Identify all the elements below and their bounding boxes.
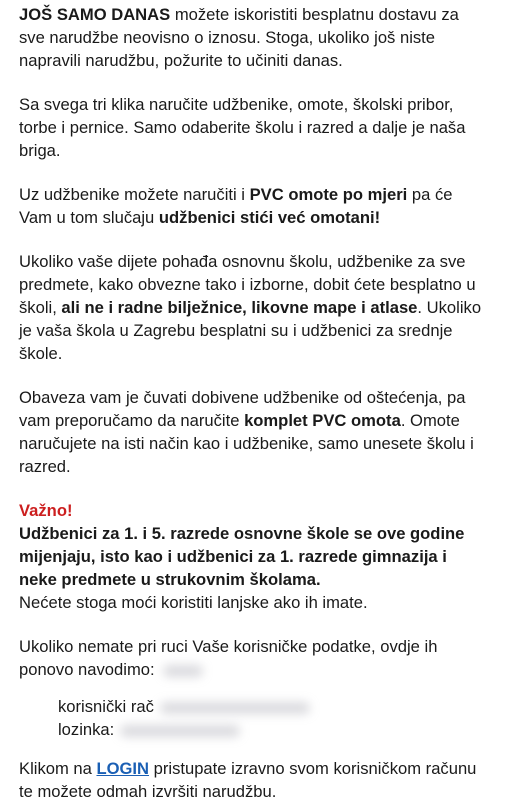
free-delivery-paragraph	[19, 3, 488, 72]
important-bold-text: Udžbenici za 1. i 5. razrede osnovne škole se ove godine mijenjaju, isto kao i udžbenici za 1. razrede gimnazija i neke predmete u strukovnim školama.	[19, 524, 465, 589]
promo-highlight: JOŠ SAMO DANAS	[19, 5, 171, 24]
cover-kit-highlight: komplet PVC omota	[244, 411, 401, 430]
free-textbooks-text-1: Ukoliko vaše dijete pohađa osnovnu školu, udžbenike za sve predmete, kako obvezne tako i izborne, dobit ćete besplatno u školi,	[19, 252, 476, 317]
pvc-covers-paragraph	[19, 183, 488, 229]
care-paragraph	[19, 386, 488, 478]
login-text-2: pristupate izravno svom korisničkom računu te možete odmah izvršiti narudžbu.	[19, 759, 477, 801]
important-text: Nećete stoga moći koristiti lanjske ako ih imate.	[19, 593, 368, 612]
login-paragraph	[19, 757, 488, 803]
free-textbooks-text-2: . Ukoliko je vaša škola u Zagrebu besplatni su i udžbenici za srednje škole.	[19, 298, 482, 363]
credentials-intro-text: Ukoliko nemate pri ruci Vaše korisničke podatke, ovdje ih ponovo navodimo:	[19, 637, 438, 679]
login-text-1: Klikom na	[19, 759, 97, 778]
free-textbooks-paragraph	[19, 250, 488, 365]
password-redacted	[120, 725, 240, 737]
password-label: lozinka:	[58, 720, 115, 739]
redacted-blur	[163, 665, 203, 677]
password-row	[58, 718, 488, 741]
credentials-block	[58, 695, 488, 741]
care-text-2: . Omote naručujete na isti način kao i udžbenike, samo unesete školu i razred.	[19, 411, 474, 476]
pvc-covers-highlight: PVC omote po mjeri	[249, 185, 408, 204]
username-label: korisnič​ki rač	[58, 697, 154, 716]
care-text-1: Obaveza vam je čuvati dobivene udžbenike od oštećenja, pa vam preporučamo da naručite	[19, 388, 466, 430]
important-notice	[19, 499, 488, 614]
username-redacted	[160, 702, 310, 714]
pvc-text-1: Uz udžbenike možete naručiti i	[19, 185, 250, 204]
pvc-text-2: pa će Vam u tom slučaju	[19, 185, 453, 227]
credentials-intro	[19, 635, 488, 681]
login-link[interactable]: LOGIN	[96, 759, 150, 778]
workbooks-highlight: ali ne i radne bilježnice, likovne mape i atlase	[61, 298, 418, 317]
free-delivery-text: možete iskoristiti besplatnu dostavu za sve narudžbe neovisno o iznosu. Stoga, ukoliko još niste napravili narudžbu, požurite to učiniti danas.	[19, 5, 459, 70]
three-clicks-paragraph: Sa svega tri klika naručite udžbenike, omote, školski pribor, torbe i pernice. Samo odaberite školu i razred a dalje je naša briga.	[19, 95, 466, 160]
important-label: Važno!	[19, 501, 73, 520]
username-row	[58, 695, 488, 718]
pre-covered-highlight: udžbenici stići već omotani!	[158, 208, 381, 227]
